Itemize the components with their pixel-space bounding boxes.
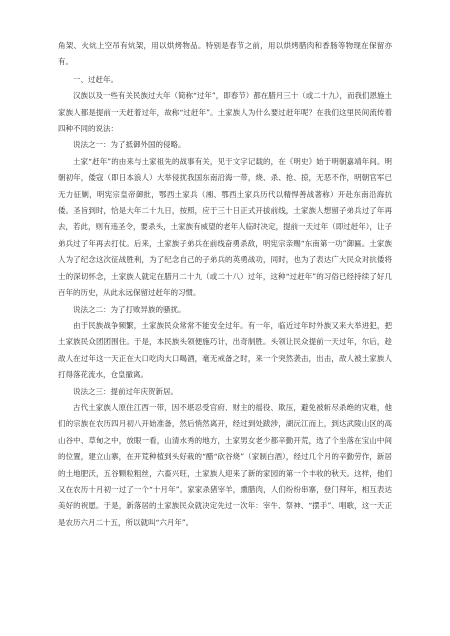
paragraph-overview: 汉族以及一些有关民族过大年（简称“过年”，即春节）都在腊月三十（或二十九），而我们恩施土家族人都是提前一天赶着过年，故称“过赶年”。土家族人为什么要过赶年呢？在我们这里民间流传着四种不同的说法：: [58, 91, 392, 134]
paragraph-theory-1: 土家“赶年”的由来与土家祖先的战事有关，见于文字记载的，在《明史》始于明朝嘉靖年间。明朝初年，倭寇（即日本浪人）大举侵扰我国东南沿海一带，烧、杀、抢、掠，无恶不作，明朝官军已无力征剿，明宪宗皇帝御批，鄂西土家兵（湘、鄂西土家兵历代以精悍善战著称）开赴东南沿海抗倭。圣旨到时，恰是大年二十九日，按照，应于三十日正式开拔前线，土家族人想留子弟兵过了年再去，若此，则有违圣令，要杀头，土家族有威望的老年人临时决定，提前一天过年（即过赶年），让子弟兵过了年再去打仗。后来，土家族子弟兵在前线奋勇杀敌，明宪宗亲赐“东南第一功”御匾。土家族人为了纪念这次征战胜利，为了纪念自己的子弟兵的英勇战功，同时，也为了表达广大民众对抗倭将士的深切怀念，土家族人就定在腊月二十九（或二十八）过年，这种“过赶年”的习俗已经持续了好几百年的历史，从此永远保留过赶年的习惯。: [58, 156, 392, 298]
paragraph-theory-2: 由于民族战争频繁，土家族民众常常不能安全过年。有一年，临近过年时外族又来大举进犯，把土家族民众团团围住。于是，本民族头领便施巧计，出奇制胜。头领让民众提前一天过年，尔后，趁敌人在过年这一天正在大口吃肉大口喝酒，毫无戒备之时，来一个突然袭击，出击，敌人被土家族人打得落花流水，仓皇撤离。: [58, 320, 392, 380]
paragraph-intro: 角架、火炕上空吊有炕架，用以烘烤物品。特别是春节之前，用以烘烤腊肉和香肠等物现在保留亦有。: [58, 41, 392, 67]
paragraph-theory-3: 古代土家族人原住江西一带，因不堪忍受官府、财主的徭役、欺压，避免被斩尽杀绝的灾难，他们的宗族在农历四月初八开始准备，然后悄然离开，经过到处跋涉，湖沅江而上，到达武陵山区的高山谷中、草甸之中，放眼一看，山清水秀的地方，土家男女老少都辛勤开荒，选了个坐落在宝山中间的位置，建立山寨，在开荒种植到头好栽的“醋“砍谷烧”（家制白酒），经过几个月的辛勤劳作，新居的土地肥沃，五谷颗粒粗丝，六畜兴旺，土家族人迎来了新的家园的第一个丰收的秋天。这样，他们又在农历十月初一过了一个“十月年”。家家杀猪宰羊，熏腊肉，人们纷纷串寨，登门拜年，相互表达美好的祝愿。于是，新落居的土家族民众就决定先过一次年：宰牛、祭神、“摆手”、唱歌，这一天正是农历六月二十五，所以就叫“六月年”。: [58, 402, 392, 527]
subheading-theory-1: 说法之一：为了抵御外国的侵略。: [73, 140, 186, 150]
subheading-theory-2: 说法之二：为了打败异族的骚扰。: [73, 304, 186, 314]
section-heading-guo-gan-nian: 一、过赶年。: [73, 74, 118, 84]
subheading-theory-3: 说法之三：提前过年庆贺新居。: [73, 386, 178, 396]
